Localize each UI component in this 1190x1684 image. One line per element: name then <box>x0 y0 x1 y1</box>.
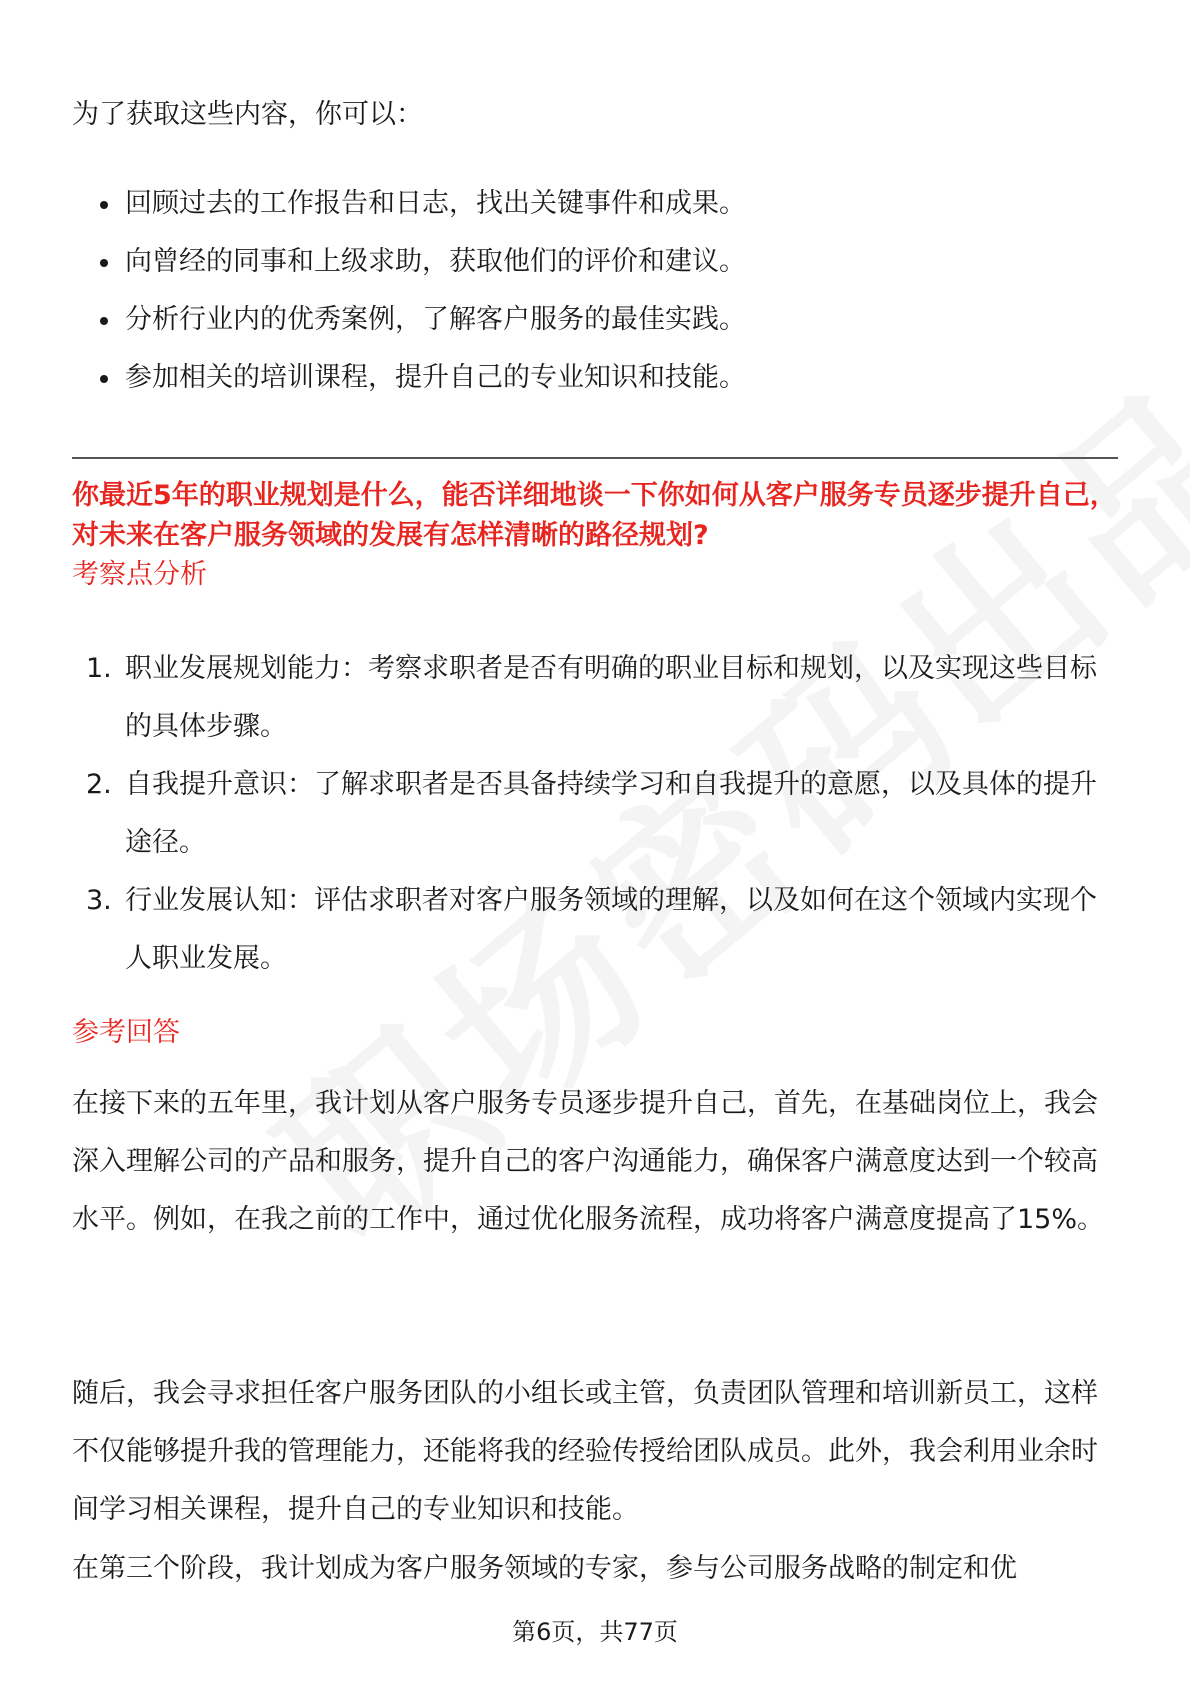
tips-list <box>72 182 746 414</box>
question-heading: 你最近5年的职业规划是什么，能否详细地谈一下你如何从客户服务专员逐步提升自己，对未来在客户服务领域的发展有怎样清晰的路径规划? <box>72 480 1117 551</box>
list-item <box>72 640 1118 756</box>
analysis-title: 考察点分析 <box>72 559 207 590</box>
list-item <box>72 756 1118 872</box>
list-item <box>72 240 746 284</box>
bullet-dot-icon <box>100 375 108 383</box>
bullet-dot-icon <box>100 317 108 325</box>
analysis-list <box>72 640 1118 988</box>
list-item <box>72 356 746 400</box>
list-item-text: 参加相关的培训课程，提升自己的专业知识和技能。 <box>125 362 746 393</box>
intro-text: 为了获取这些内容，你可以： <box>72 99 423 130</box>
answer-paragraph: 随后，我会寻求担任客户服务团队的小组长或主管，负责团队管理和培训新员工，这样不仅能够提升我的管理能力，还能将我的经验传授给团队成员。此外，我会利用业余时间学习相关课程，提升自己的专业知识和技能。 <box>72 1378 1098 1525</box>
page-number: 第6页，共77页 <box>512 1618 678 1646</box>
list-item-text: 回顾过去的工作报告和日志，找出关键事件和成果。 <box>125 188 746 219</box>
list-item-text: 向曾经的同事和上级求助，获取他们的评价和建议。 <box>125 246 746 277</box>
bullet-dot-icon <box>100 259 108 267</box>
list-item-text: 行业发展认知：评估求职者对客户服务领域的理解，以及如何在这个领域内实现个人职业发展。 <box>125 885 1097 974</box>
list-number: 1. <box>86 653 112 684</box>
list-item-text: 自我提升意识：了解求职者是否具备持续学习和自我提升的意愿，以及具体的提升途径。 <box>125 769 1097 858</box>
section-divider <box>72 457 1118 459</box>
list-item <box>72 298 746 342</box>
answer-title: 参考回答 <box>72 1017 180 1048</box>
list-item <box>72 872 1118 988</box>
answer-paragraph: 在接下来的五年里，我计划从客户服务专员逐步提升自己，首先，在基础岗位上，我会深入理解公司的产品和服务，提升自己的客户沟通能力，确保客户满意度达到一个较高水平。例如，在我之前的工作中，通过优化服务流程，成功将客户满意度提高了15%。 <box>72 1088 1105 1235</box>
list-item-text: 职业发展规划能力：考察求职者是否有明确的职业目标和规划，以及实现这些目标的具体步骤。 <box>125 653 1097 742</box>
list-number: 2. <box>86 769 112 800</box>
answer-paragraph: 在第三个阶段，我计划成为客户服务领域的专家，参与公司服务战略的制定和优 <box>72 1553 1017 1584</box>
list-number: 3. <box>86 885 112 916</box>
list-item-text: 分析行业内的优秀案例，了解客户服务的最佳实践。 <box>125 304 746 335</box>
list-item <box>72 182 746 226</box>
bullet-dot-icon <box>100 201 108 209</box>
